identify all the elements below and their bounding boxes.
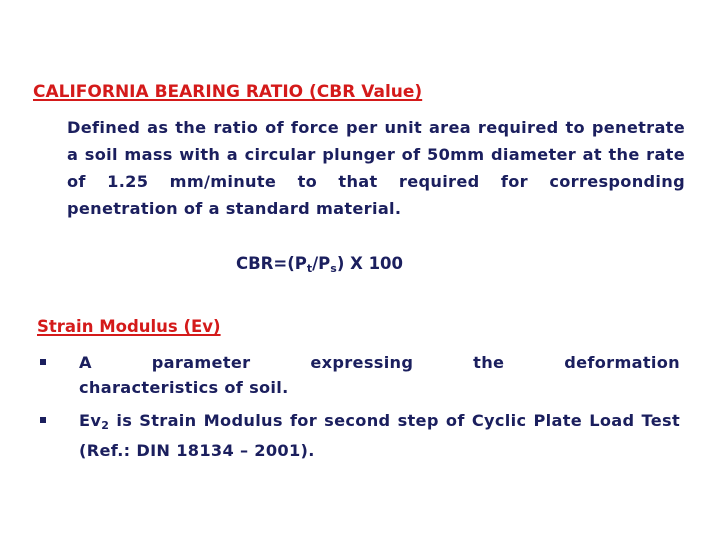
cbr-heading: CALIFORNIA BEARING RATIO (CBR Value) (33, 82, 423, 102)
square-bullet-icon (40, 359, 46, 365)
list-item (40, 408, 680, 463)
bullet-2-text (79, 408, 680, 463)
bullet-1-line-1: A parameter expressing the deformation (79, 353, 680, 372)
cbr-definition: Defined as the ratio of force per unit area required to penetrate a soil mass with a circular plunger of 50mm diameter at the rate of 1.25 mm/minute to that required for corresponding penetration of a standard material. (67, 118, 685, 218)
list-item (40, 350, 680, 400)
bullet-2-body: is Strain Modulus for second step of Cyclic Plate Load Test (Ref.: DIN 18134 – 2001). (79, 411, 680, 460)
formula-prefix: CBR=(P (236, 254, 307, 273)
strain-bullet-list (40, 350, 680, 471)
formula-mid: /P (312, 254, 331, 273)
cbr-formula (236, 254, 403, 275)
strain-modulus-heading: Strain Modulus (Ev) (37, 317, 221, 336)
formula-suffix: ) X 100 (336, 254, 404, 273)
square-bullet-icon (40, 417, 46, 423)
formula-subscript-s: s (330, 262, 337, 275)
formula-subscript-t: t (306, 262, 313, 275)
ev-subscript: 2 (101, 419, 110, 432)
bullet-1-line-2: characteristics of soil. (79, 378, 289, 397)
ev-symbol: Ev (79, 411, 102, 430)
